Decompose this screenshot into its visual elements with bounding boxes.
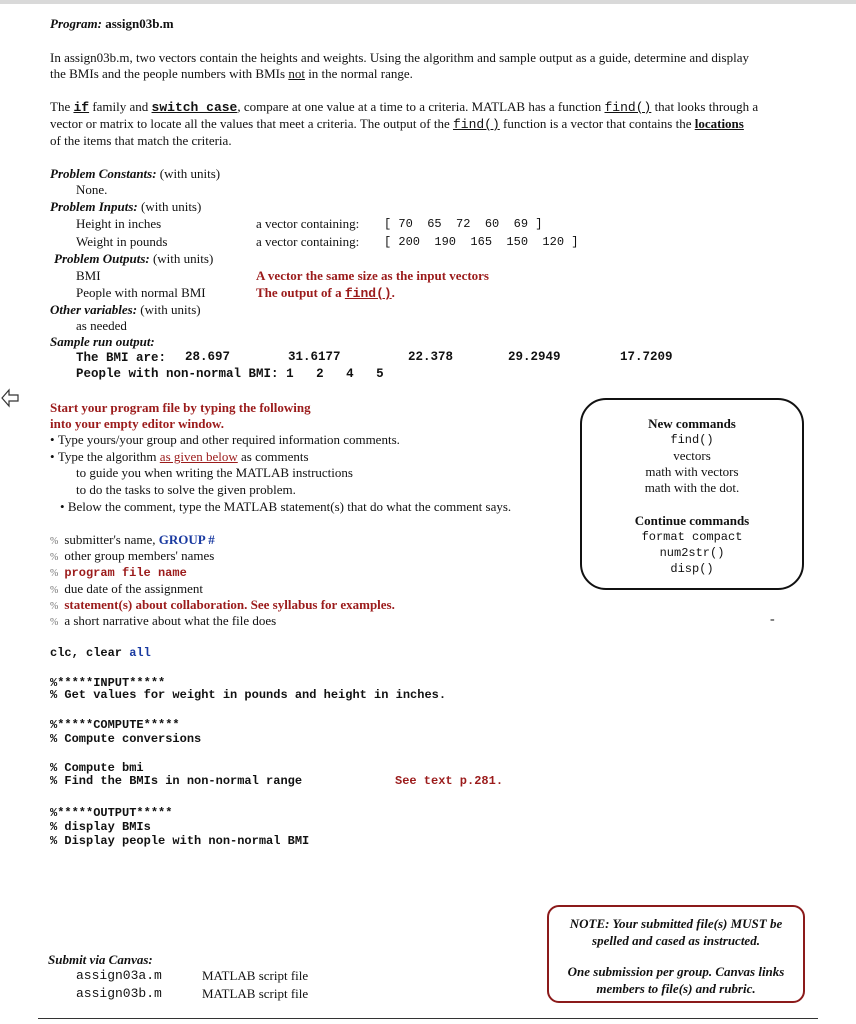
find-text: , compare at one value at a time to a criteria. MATLAB has a function [237, 99, 605, 114]
other-variables [50, 302, 201, 318]
find-line-1 [50, 99, 820, 116]
bullet-icon: • [60, 499, 65, 514]
bmi-value-4: 29.2949 [508, 350, 561, 364]
top-edge-line [0, 0, 856, 4]
continue-commands-title: Continue commands [634, 513, 750, 528]
program-label: Program: [50, 16, 102, 31]
find-text: function is a vector that contains the [499, 116, 695, 131]
problem-outputs [54, 251, 213, 267]
comment-text: program file name [64, 566, 187, 580]
start-bullet-2 [50, 449, 309, 465]
height-label: Height in inches [76, 216, 162, 231]
if-keyword: if [73, 100, 90, 115]
percent-mark: % [50, 585, 59, 596]
normal-desc-end: . [391, 285, 395, 300]
normal-desc [256, 285, 395, 302]
note-box [547, 905, 805, 1003]
find-function: find() [604, 100, 652, 115]
comment-text: other group members' names [64, 548, 215, 563]
normal-label: People with normal BMI [76, 285, 206, 300]
note-line-3: One submission per group. Canvas links [567, 964, 785, 979]
bmi-desc: A vector the same size as the input vectors [256, 268, 489, 283]
bottom-rule [38, 1018, 818, 1019]
program-header [50, 16, 174, 32]
weight-desc: a vector containing: [256, 234, 360, 249]
find-text: The [50, 99, 74, 114]
bullet-3-text: Below the comment, type the MATLAB statement(s) that do what the comment says. [67, 499, 512, 514]
weight-label: Weight in pounds [76, 234, 168, 249]
constants-label: Problem Constants: [50, 166, 157, 181]
code-compute-header: %*****COMPUTE***** [50, 718, 180, 732]
problem-inputs [50, 199, 201, 215]
bmi-value-5: 17.7209 [620, 350, 673, 364]
submit-file-1: assign03a.m [76, 968, 162, 983]
submit-file-1-desc: MATLAB script file [202, 968, 309, 983]
code-input-header: %*****INPUT***** [50, 676, 166, 690]
clc-all: all [129, 646, 151, 660]
program-name: assign03b.m [105, 16, 174, 31]
bullet-2-line-2: to guide you when writing the MATLAB instructions [76, 465, 353, 480]
percent-mark: % [50, 568, 59, 579]
note-line-1: NOTE: Your submitted file(s) MUST be [569, 916, 783, 931]
mouse-cursor-icon [0, 386, 20, 410]
weight-values: [ 200 190 165 150 120 ] [384, 235, 579, 249]
sample-bmi-line [76, 350, 166, 366]
find-text: vector or matrix to locate all the values that meet a criteria. The output of the [50, 116, 453, 131]
comment-narrative [50, 613, 276, 631]
code-display-bmis: % display BMIs [50, 820, 151, 834]
find-text: that looks through a [651, 99, 759, 114]
percent-mark: % [50, 601, 59, 612]
normal-desc-find: find() [344, 286, 392, 301]
inputs-label: Problem Inputs: [50, 199, 138, 214]
intro-text: the BMIs and the people numbers with BMIs [50, 66, 289, 81]
intro-not: not [288, 66, 305, 81]
inputs-units: (with units) [141, 199, 202, 214]
start-heading-2: into your empty editor window. [50, 416, 224, 431]
comment-text: a short narrative about what the file does [64, 613, 277, 628]
note-line-4: members to file(s) and rubric. [596, 981, 756, 996]
new-commands-title: New commands [648, 416, 736, 431]
constants-units: (with units) [159, 166, 221, 181]
new-command-find: find() [670, 433, 714, 447]
find-function-2: find() [452, 117, 500, 132]
intro-text-end: in the normal range. [304, 66, 413, 81]
intro-paragraph [50, 50, 820, 82]
new-command-vectors: vectors [673, 448, 711, 463]
group-number: GROUP # [158, 532, 215, 547]
percent-mark: % [50, 536, 59, 547]
normal-desc-text: The output of a [256, 285, 345, 300]
continue-num2str: num2str() [659, 546, 725, 560]
clc-text: clc, clear [50, 646, 130, 660]
comment-text: statement(s) about collaboration. See syllabus for examples. [64, 597, 395, 612]
margin-dash: - [770, 612, 775, 627]
constants-value: None. [76, 182, 108, 197]
continue-format-compact: format compact [641, 530, 743, 544]
bmi-value-3: 22.378 [408, 350, 454, 364]
bmi-line-label: The BMI are: [76, 351, 167, 365]
bullet-2-text-end: as comments [237, 449, 309, 464]
bmi-value-2: 31.6177 [288, 350, 341, 364]
locations-word: locations [694, 116, 744, 131]
problem-constants [50, 166, 220, 182]
submit-label: Submit via Canvas: [48, 952, 153, 967]
code-find-line: % Find the BMIs in non-normal range [50, 774, 303, 788]
bullet-2-text: Type the algorithm [57, 449, 160, 464]
find-paragraph [50, 99, 820, 149]
comment-text: submitter's name, [64, 532, 159, 547]
bullet-2-line-3: to do the tasks to solve the given problem. [76, 482, 296, 497]
see-text-note: See text p.281. [395, 774, 504, 788]
new-commands-box [580, 398, 804, 590]
comment-text: due date of the assignment [64, 581, 203, 596]
start-bullet-1 [50, 432, 400, 448]
other-units: (with units) [140, 302, 201, 317]
bullet-icon: • [50, 432, 55, 447]
code-output-header: %*****OUTPUT***** [50, 806, 173, 820]
bullet-1-text: Type yours/your group and other required information comments. [57, 432, 400, 447]
code-input-line: % Get values for weight in pounds and height in inches. [50, 688, 447, 702]
outputs-units: (with units) [152, 251, 214, 266]
other-label: Other variables: [50, 302, 138, 317]
percent-mark: % [50, 552, 59, 563]
code-compute-line: % Compute conversions [50, 732, 202, 746]
height-values: [ 70 65 72 60 69 ] [384, 217, 543, 231]
bmi-label: BMI [76, 268, 101, 283]
comment-filename [50, 564, 187, 582]
find-text: family and [89, 99, 152, 114]
code-display-people: % Display people with non-normal BMI [50, 834, 310, 848]
bullet-icon: • [50, 449, 55, 464]
find-line-3: of the items that match the criteria. [50, 133, 232, 148]
code-bmi-line: % Compute bmi [50, 761, 144, 775]
as-given-below-link[interactable]: as given below [159, 449, 238, 464]
submit-file-2-desc: MATLAB script file [202, 986, 309, 1001]
start-heading-1: Start your program file by typing the following [50, 400, 311, 415]
sample-people-line [76, 367, 384, 381]
outputs-label: Problem Outputs: [54, 251, 150, 266]
intro-line-1: In assign03b.m, two vectors contain the heights and weights. Using the algorithm and sample output as a guide, determine and display [50, 50, 749, 65]
switch-keyword: switch case [151, 100, 238, 115]
people-values: 1 2 4 5 [286, 367, 384, 381]
bmi-value-1: 28.697 [185, 350, 231, 364]
new-command-math-vectors: math with vectors [645, 464, 739, 479]
people-line-label: People with non-normal BMI: [76, 367, 279, 381]
submit-file-2: assign03b.m [76, 986, 162, 1001]
percent-mark: % [50, 617, 59, 628]
continue-disp: disp() [670, 562, 714, 576]
other-value: as needed [76, 318, 127, 333]
height-desc: a vector containing: [256, 216, 360, 231]
new-command-math-dot: math with the dot. [644, 480, 740, 495]
sample-label: Sample run output: [50, 334, 155, 349]
start-bullet-3 [60, 499, 511, 515]
intro-line-2 [50, 66, 820, 82]
note-line-2: spelled and cased as instructed. [592, 933, 760, 948]
find-line-2 [50, 116, 820, 133]
code-clc [50, 646, 151, 660]
